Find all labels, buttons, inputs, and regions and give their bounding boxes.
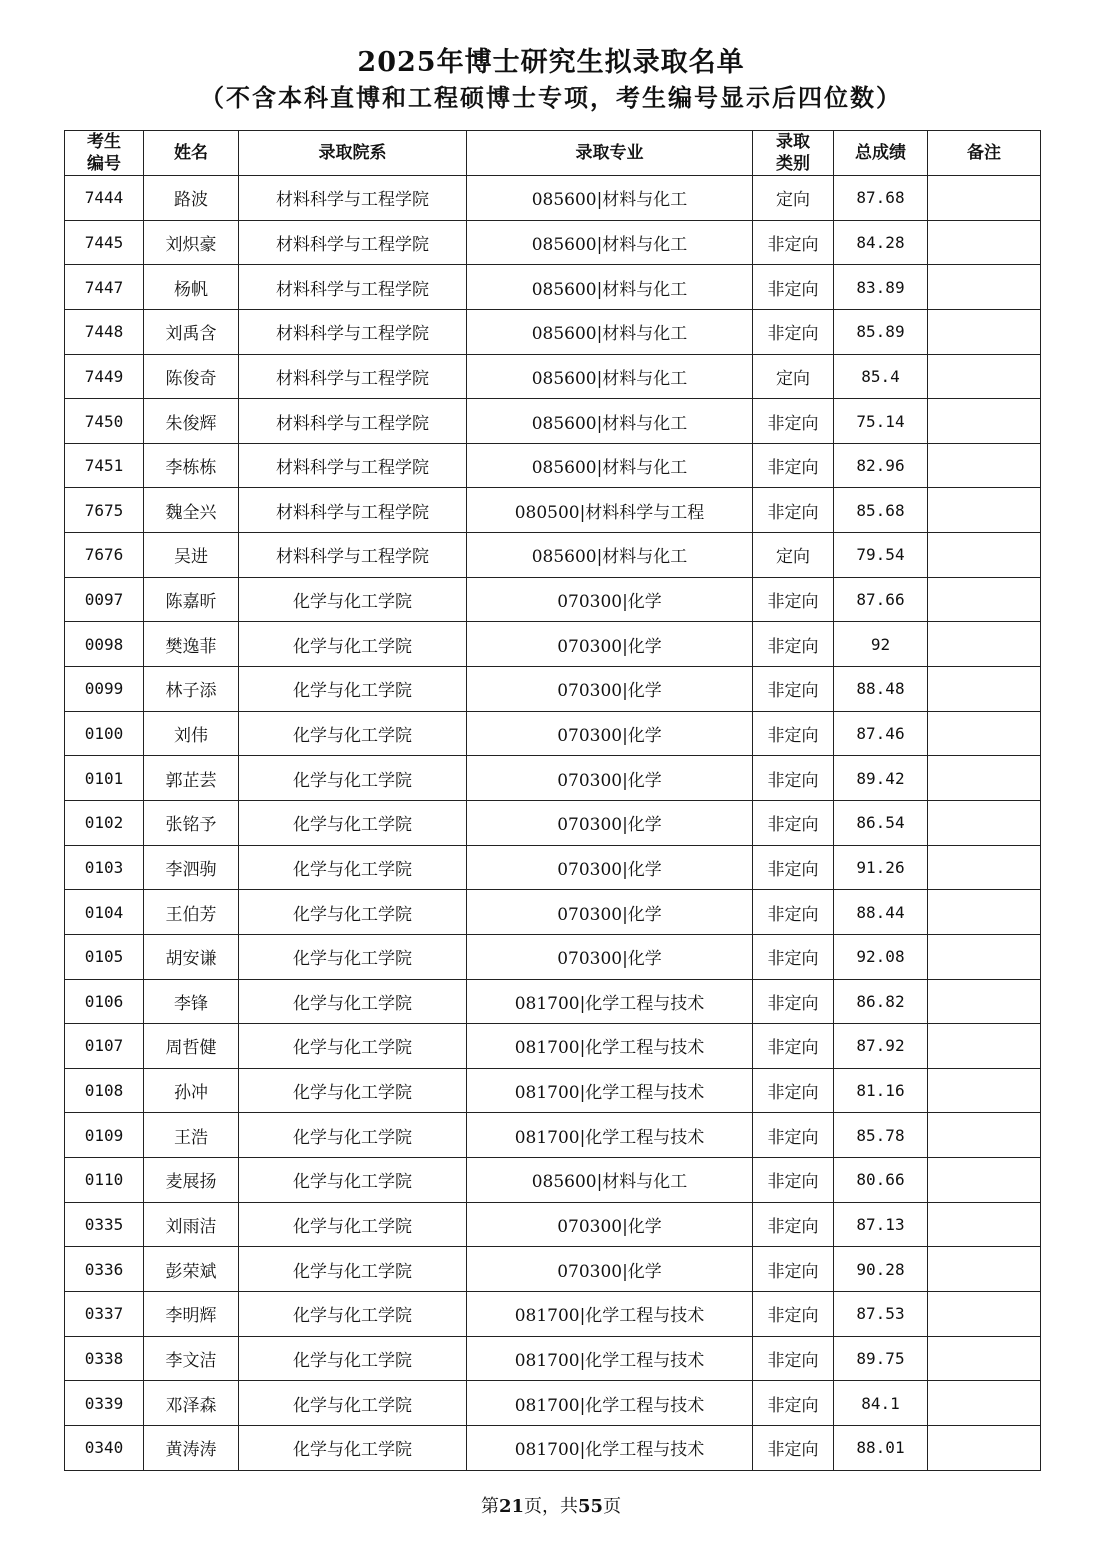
cell-name: 吴进 [144, 533, 239, 578]
cell-type: 非定向 [753, 443, 834, 488]
cell-id: 7444 [65, 176, 144, 221]
cell-remark [928, 934, 1041, 979]
cell-score: 80.66 [834, 1158, 928, 1203]
cell-remark [928, 1292, 1041, 1337]
header-row [65, 131, 1041, 176]
cell-score: 82.96 [834, 443, 928, 488]
cell-score: 87.66 [834, 577, 928, 622]
cell-score: 89.75 [834, 1336, 928, 1381]
cell-type: 定向 [753, 354, 834, 399]
cell-score: 87.13 [834, 1202, 928, 1247]
cell-id: 0108 [65, 1068, 144, 1113]
cell-name: 朱俊辉 [144, 399, 239, 444]
cell-major: 070300|化学 [467, 1202, 753, 1247]
cell-type: 非定向 [753, 1425, 834, 1470]
cell-id: 0099 [65, 667, 144, 712]
cell-remark [928, 756, 1041, 801]
cell-major: 085600|材料与化工 [467, 176, 753, 221]
cell-score: 87.92 [834, 1024, 928, 1069]
cell-department: 化学与化工学院 [239, 1202, 467, 1247]
cell-department: 化学与化工学院 [239, 934, 467, 979]
table-row [65, 577, 1041, 622]
cell-type: 非定向 [753, 1202, 834, 1247]
footer-middle: 页，共 [524, 1496, 578, 1517]
table-row [65, 667, 1041, 712]
cell-major: 081700|化学工程与技术 [467, 1336, 753, 1381]
cell-id: 7448 [65, 309, 144, 354]
cell-remark [928, 1336, 1041, 1381]
table-row [65, 756, 1041, 801]
cell-type: 非定向 [753, 1113, 834, 1158]
cell-score: 88.44 [834, 890, 928, 935]
cell-major: 085600|材料与化工 [467, 354, 753, 399]
cell-score: 75.14 [834, 399, 928, 444]
cell-department: 材料科学与工程学院 [239, 354, 467, 399]
cell-major: 081700|化学工程与技术 [467, 1292, 753, 1337]
cell-name: 林子添 [144, 667, 239, 712]
cell-remark [928, 622, 1041, 667]
cell-remark [928, 1024, 1041, 1069]
cell-name: 刘伟 [144, 711, 239, 756]
cell-score: 90.28 [834, 1247, 928, 1292]
cell-major: 070300|化学 [467, 577, 753, 622]
cell-remark [928, 1158, 1041, 1203]
cell-id: 0103 [65, 845, 144, 890]
header-name: 姓名 [144, 131, 239, 176]
admission-table [64, 130, 1041, 1471]
cell-department: 化学与化工学院 [239, 711, 467, 756]
cell-department: 材料科学与工程学院 [239, 265, 467, 310]
cell-department: 材料科学与工程学院 [239, 399, 467, 444]
cell-type: 非定向 [753, 1068, 834, 1113]
cell-type: 非定向 [753, 265, 834, 310]
cell-type: 非定向 [753, 577, 834, 622]
cell-name: 麦展扬 [144, 1158, 239, 1203]
cell-id: 0104 [65, 890, 144, 935]
cell-score: 84.28 [834, 220, 928, 265]
cell-major: 070300|化学 [467, 934, 753, 979]
cell-score: 79.54 [834, 533, 928, 578]
cell-department: 化学与化工学院 [239, 979, 467, 1024]
cell-name: 黄涛涛 [144, 1425, 239, 1470]
cell-department: 材料科学与工程学院 [239, 309, 467, 354]
cell-name: 郭芷芸 [144, 756, 239, 801]
cell-major: 070300|化学 [467, 667, 753, 712]
cell-id: 7449 [65, 354, 144, 399]
cell-name: 刘禹含 [144, 309, 239, 354]
cell-name: 路波 [144, 176, 239, 221]
footer-page-number: 21 [498, 1496, 524, 1517]
cell-type: 非定向 [753, 756, 834, 801]
table-row [65, 1336, 1041, 1381]
cell-name: 邓泽森 [144, 1381, 239, 1426]
cell-department: 化学与化工学院 [239, 577, 467, 622]
cell-remark [928, 265, 1041, 310]
cell-score: 86.54 [834, 800, 928, 845]
cell-department: 化学与化工学院 [239, 845, 467, 890]
cell-major: 085600|材料与化工 [467, 265, 753, 310]
cell-department: 材料科学与工程学院 [239, 533, 467, 578]
page-title: 2025年博士研究生拟录取名单 [357, 47, 745, 78]
cell-score: 88.01 [834, 1425, 928, 1470]
cell-major: 081700|化学工程与技术 [467, 1113, 753, 1158]
cell-remark [928, 399, 1041, 444]
table-row [65, 1068, 1041, 1113]
table-row [65, 800, 1041, 845]
table-row [65, 1113, 1041, 1158]
cell-score: 85.68 [834, 488, 928, 533]
header-remark: 备注 [928, 131, 1041, 176]
cell-id: 0110 [65, 1158, 144, 1203]
cell-score: 86.82 [834, 979, 928, 1024]
page-footer [0, 1492, 1102, 1518]
cell-remark [928, 488, 1041, 533]
cell-major: 085600|材料与化工 [467, 309, 753, 354]
cell-department: 化学与化工学院 [239, 1158, 467, 1203]
cell-department: 材料科学与工程学院 [239, 220, 467, 265]
cell-name: 樊逸菲 [144, 622, 239, 667]
cell-department: 化学与化工学院 [239, 1292, 467, 1337]
table-row [65, 622, 1041, 667]
cell-name: 刘雨洁 [144, 1202, 239, 1247]
cell-remark [928, 577, 1041, 622]
cell-id: 7451 [65, 443, 144, 488]
cell-remark [928, 1068, 1041, 1113]
cell-department: 材料科学与工程学院 [239, 488, 467, 533]
cell-remark [928, 533, 1041, 578]
cell-major: 070300|化学 [467, 800, 753, 845]
cell-major: 081700|化学工程与技术 [467, 1024, 753, 1069]
cell-score: 92.08 [834, 934, 928, 979]
header-score: 总成绩 [834, 131, 928, 176]
cell-remark [928, 1202, 1041, 1247]
cell-type: 非定向 [753, 800, 834, 845]
cell-score: 91.26 [834, 845, 928, 890]
cell-type: 非定向 [753, 1158, 834, 1203]
cell-score: 89.42 [834, 756, 928, 801]
cell-major: 085600|材料与化工 [467, 443, 753, 488]
cell-major: 081700|化学工程与技术 [467, 1381, 753, 1426]
cell-department: 化学与化工学院 [239, 1024, 467, 1069]
cell-type: 非定向 [753, 979, 834, 1024]
cell-type: 定向 [753, 176, 834, 221]
cell-major: 070300|化学 [467, 1247, 753, 1292]
cell-id: 7675 [65, 488, 144, 533]
cell-department: 化学与化工学院 [239, 1068, 467, 1113]
cell-department: 化学与化工学院 [239, 1381, 467, 1426]
cell-major: 081700|化学工程与技术 [467, 1068, 753, 1113]
cell-id: 7676 [65, 533, 144, 578]
cell-score: 87.53 [834, 1292, 928, 1337]
cell-id: 7445 [65, 220, 144, 265]
cell-major: 081700|化学工程与技术 [467, 1425, 753, 1470]
cell-major: 085600|材料与化工 [467, 220, 753, 265]
cell-id: 0340 [65, 1425, 144, 1470]
cell-major: 085600|材料与化工 [467, 399, 753, 444]
cell-id: 0102 [65, 800, 144, 845]
cell-type: 非定向 [753, 711, 834, 756]
cell-id: 0335 [65, 1202, 144, 1247]
cell-score: 84.1 [834, 1381, 928, 1426]
cell-type: 非定向 [753, 622, 834, 667]
table-row [65, 265, 1041, 310]
cell-id: 0106 [65, 979, 144, 1024]
cell-department: 材料科学与工程学院 [239, 443, 467, 488]
cell-remark [928, 1381, 1041, 1426]
cell-name: 王浩 [144, 1113, 239, 1158]
table-header [65, 131, 1041, 176]
table-row [65, 1292, 1041, 1337]
cell-score: 85.4 [834, 354, 928, 399]
page-subtitle: （不含本科直博和工程硕博士专项，考生编号显示后四位数） [200, 83, 902, 112]
cell-id: 0098 [65, 622, 144, 667]
cell-id: 0101 [65, 756, 144, 801]
cell-remark [928, 711, 1041, 756]
cell-type: 非定向 [753, 399, 834, 444]
header-id: 考生 编号 [65, 131, 144, 176]
cell-type: 非定向 [753, 1247, 834, 1292]
cell-id: 0100 [65, 711, 144, 756]
cell-remark [928, 979, 1041, 1024]
cell-major: 070300|化学 [467, 622, 753, 667]
cell-score: 87.68 [834, 176, 928, 221]
table-row [65, 309, 1041, 354]
table-row [65, 488, 1041, 533]
cell-remark [928, 800, 1041, 845]
cell-name: 魏全兴 [144, 488, 239, 533]
header-major: 录取专业 [467, 131, 753, 176]
table-row [65, 845, 1041, 890]
table-row [65, 220, 1041, 265]
cell-name: 杨帆 [144, 265, 239, 310]
footer-total-pages: 55 [578, 1496, 604, 1517]
table-row [65, 533, 1041, 578]
cell-remark [928, 354, 1041, 399]
cell-type: 非定向 [753, 488, 834, 533]
table-row [65, 1381, 1041, 1426]
table-row [65, 1425, 1041, 1470]
cell-department: 化学与化工学院 [239, 1425, 467, 1470]
cell-remark [928, 309, 1041, 354]
cell-id: 0107 [65, 1024, 144, 1069]
cell-type: 非定向 [753, 1292, 834, 1337]
cell-id: 0337 [65, 1292, 144, 1337]
cell-type: 非定向 [753, 1381, 834, 1426]
cell-remark [928, 176, 1041, 221]
cell-department: 化学与化工学院 [239, 1113, 467, 1158]
cell-remark [928, 845, 1041, 890]
cell-type: 非定向 [753, 1024, 834, 1069]
cell-type: 定向 [753, 533, 834, 578]
cell-remark [928, 667, 1041, 712]
cell-name: 陈嘉昕 [144, 577, 239, 622]
cell-name: 张铭予 [144, 800, 239, 845]
cell-remark [928, 443, 1041, 488]
cell-remark [928, 1113, 1041, 1158]
cell-department: 化学与化工学院 [239, 800, 467, 845]
footer-prefix: 第 [480, 1496, 499, 1517]
cell-name: 刘炽豪 [144, 220, 239, 265]
cell-id: 0097 [65, 577, 144, 622]
cell-department: 化学与化工学院 [239, 667, 467, 712]
cell-type: 非定向 [753, 309, 834, 354]
table-row [65, 176, 1041, 221]
cell-name: 李泗驹 [144, 845, 239, 890]
cell-name: 孙冲 [144, 1068, 239, 1113]
cell-score: 83.89 [834, 265, 928, 310]
cell-remark [928, 1247, 1041, 1292]
cell-score: 92 [834, 622, 928, 667]
cell-type: 非定向 [753, 934, 834, 979]
cell-id: 0336 [65, 1247, 144, 1292]
cell-id: 0338 [65, 1336, 144, 1381]
header-department: 录取院系 [239, 131, 467, 176]
cell-major: 070300|化学 [467, 756, 753, 801]
cell-id: 0105 [65, 934, 144, 979]
table-row [65, 1202, 1041, 1247]
table-row [65, 1158, 1041, 1203]
cell-type: 非定向 [753, 845, 834, 890]
cell-type: 非定向 [753, 890, 834, 935]
cell-name: 王伯芳 [144, 890, 239, 935]
cell-remark [928, 890, 1041, 935]
cell-name: 陈俊奇 [144, 354, 239, 399]
cell-department: 材料科学与工程学院 [239, 176, 467, 221]
header-type: 录取 类别 [753, 131, 834, 176]
cell-name: 胡安谦 [144, 934, 239, 979]
cell-major: 070300|化学 [467, 711, 753, 756]
cell-name: 周哲健 [144, 1024, 239, 1069]
cell-score: 81.16 [834, 1068, 928, 1113]
cell-major: 070300|化学 [467, 845, 753, 890]
cell-major: 080500|材料科学与工程 [467, 488, 753, 533]
cell-score: 85.78 [834, 1113, 928, 1158]
cell-department: 化学与化工学院 [239, 1247, 467, 1292]
cell-department: 化学与化工学院 [239, 890, 467, 935]
table-row [65, 934, 1041, 979]
cell-remark [928, 220, 1041, 265]
cell-name: 彭荣斌 [144, 1247, 239, 1292]
table-row [65, 443, 1041, 488]
cell-name: 李栋栋 [144, 443, 239, 488]
cell-score: 85.89 [834, 309, 928, 354]
cell-name: 李锋 [144, 979, 239, 1024]
cell-name: 李文洁 [144, 1336, 239, 1381]
table-row [65, 399, 1041, 444]
table-row [65, 1247, 1041, 1292]
cell-type: 非定向 [753, 1336, 834, 1381]
cell-score: 87.46 [834, 711, 928, 756]
cell-id: 0109 [65, 1113, 144, 1158]
cell-id: 7447 [65, 265, 144, 310]
cell-score: 88.48 [834, 667, 928, 712]
cell-department: 化学与化工学院 [239, 622, 467, 667]
footer-suffix: 页 [603, 1496, 622, 1517]
cell-major: 085600|材料与化工 [467, 1158, 753, 1203]
cell-type: 非定向 [753, 220, 834, 265]
cell-major: 085600|材料与化工 [467, 533, 753, 578]
table-row [65, 1024, 1041, 1069]
table-row [65, 979, 1041, 1024]
cell-major: 070300|化学 [467, 890, 753, 935]
table-body [65, 176, 1041, 1471]
cell-remark [928, 1425, 1041, 1470]
cell-id: 0339 [65, 1381, 144, 1426]
cell-name: 李明辉 [144, 1292, 239, 1337]
cell-id: 7450 [65, 399, 144, 444]
table-row [65, 354, 1041, 399]
cell-department: 化学与化工学院 [239, 1336, 467, 1381]
cell-type: 非定向 [753, 667, 834, 712]
table-row [65, 711, 1041, 756]
table-row [65, 890, 1041, 935]
cell-department: 化学与化工学院 [239, 756, 467, 801]
cell-major: 081700|化学工程与技术 [467, 979, 753, 1024]
